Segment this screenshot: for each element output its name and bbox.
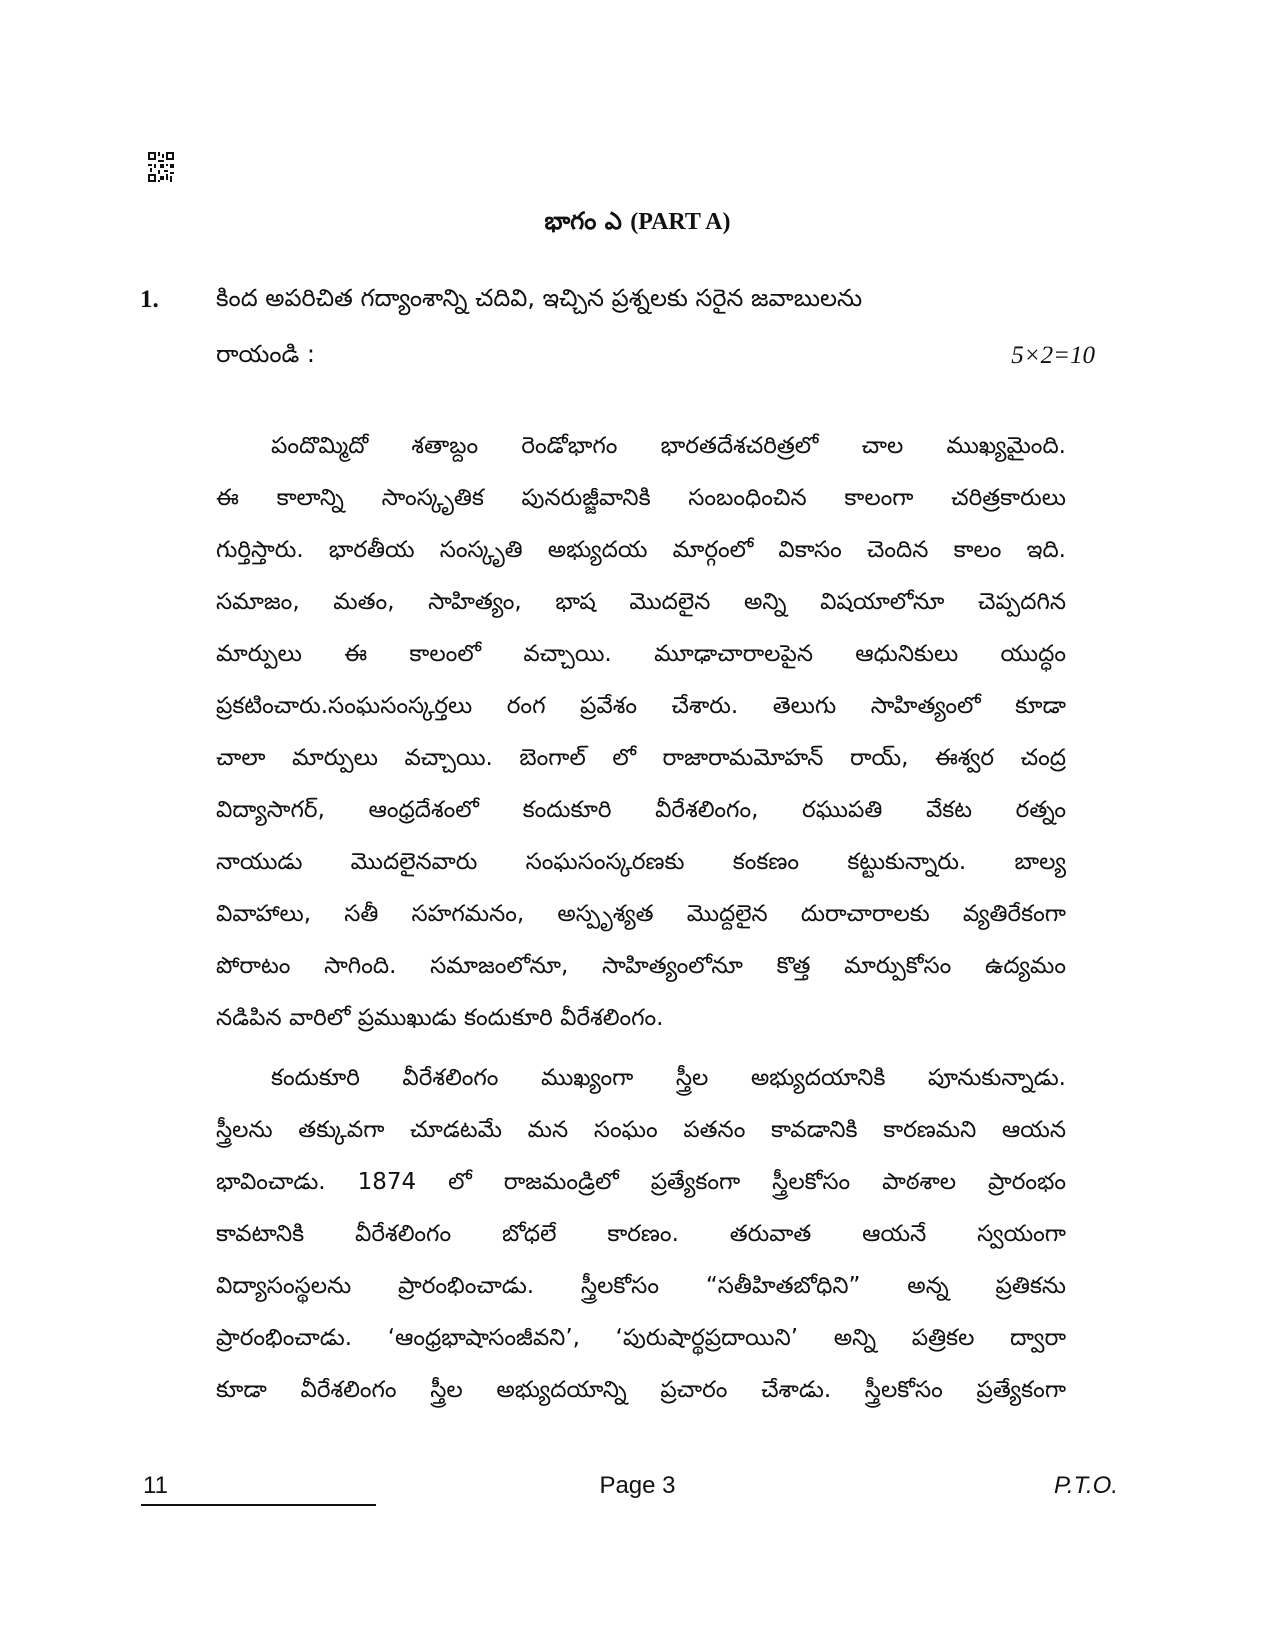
passage-line: కావటానికి వీరేశలింగం బోధలే కారణం. తరువాత ఆయనే స్వయంగా <box>216 1221 1066 1247</box>
footer-rule <box>141 1504 376 1506</box>
qr-code-icon <box>148 152 174 182</box>
passage-line: కందుకూరి వీరేశలింగం ముఖ్యంగా స్త్రీల అభ్యుదయానికి పూనుకున్నాడు. <box>271 1065 1066 1091</box>
passage-line: ప్రకటించారు.సంఘసంస్కర్తలు రంగ ప్రవేశం చేశారు. తెలుగు సాహిత్యంలో కూడా <box>216 693 1066 719</box>
passage-line: పోరాటం సాగింది. సమాజంలోనూ, సాహిత్యంలోనూ కొత్త మార్పుకోసం ఉద్యమం <box>216 953 1066 979</box>
passage-line: గుర్తిస్తారు. భారతీయ సంస్కృతి అభ్యుదయ మార్గంలో వికాసం చెందిన కాలం ఇది. <box>216 537 1066 563</box>
passage-line: విద్యాసాగర్, ఆంధ్రదేశంలో కందుకూరి వీరేశలింగం, రఘుపతి వేకట రత్నం <box>216 797 1066 823</box>
passage-line: ప్రారంభించాడు. ‘ఆంధ్రభాషాసంజీవని’, ‘పురుషార్థప్రదాయిని’ అన్ని పత్రికల ద్వారా <box>216 1325 1066 1351</box>
passage-line: మార్పులు ఈ కాలంలో వచ్చాయి. మూఢాచారాలపైన ఆధునికులు యుద్ధం <box>216 641 1066 667</box>
passage-paragraph-1 <box>216 420 1066 1044</box>
passage-line: భావించాడు. 1874 లో రాజమండ్రిలో ప్రత్యేకంగా స్త్రీలకోసం పాఠశాల ప్రారంభం <box>216 1169 1066 1195</box>
heading-english: (PART A) <box>630 209 731 235</box>
question-marks: 5×2=10 <box>1011 342 1095 369</box>
passage-line: చాలా మార్పులు వచ్చాయి. బెంగాల్ లో రాజారామమోహన్ రాయ్, ఈశ్వర చంద్ర <box>216 745 1066 771</box>
passage-line: విద్యాసంస్థలను ప్రారంభించాడు. స్త్రీలకోసం “సతీహితబోధిని” అన్న ప్రతికను <box>216 1273 1066 1299</box>
passage-line: సమాజం, మతం, సాహిత్యం, భాష మొదలైన అన్ని విషయాలోనూ చెప్పదగిన <box>216 589 1066 615</box>
question-instruction-line-1: కింద అపరిచిత గద్యాంశాన్ని చదివి, ఇచ్చిన ప్రశ్నలకు సరైన జవాబులను <box>216 284 863 312</box>
passage-line: నాయుడు మొదలైనవారు సంఘసంస్కరణకు కంకణం కట్టుకున్నారు. బాల్య <box>216 849 1066 875</box>
passage-line: పందొమ్మిదో శతాబ్దం రెండోభాగం భారతదేశచరిత్రలో చాల ముఖ్యమైంది. <box>271 433 1066 459</box>
section-heading <box>0 206 1275 241</box>
question-instruction-line-2: రాయండి : <box>216 340 315 368</box>
passage-line: కూడా వీరేశలింగం స్త్రీల అభ్యుదయాన్ని ప్రచారం చేశాడు. స్త్రీలకోసం ప్రత్యేకంగా <box>216 1377 1066 1403</box>
heading-telugu: భాగం ఎ <box>544 206 622 235</box>
footer-pto: P.T.O. <box>1053 1472 1118 1499</box>
footer-page-number: Page 3 <box>599 1472 676 1499</box>
footer-code: 11 <box>143 1472 168 1499</box>
passage-line: స్త్రీలను తక్కువగా చూడటమే మన సంఘం పతనం కావడానికి కారణమని ఆయన <box>216 1117 1066 1143</box>
passage-line: నడిపిన వారిలో ప్రముఖుడు కందుకూరి వీరేశలింగం. <box>216 1005 664 1031</box>
passage-paragraph-2 <box>216 1052 1066 1416</box>
passage-line: ఈ కాలాన్ని సాంస్కృతిక పునరుజ్జీవానికి సంబంధించిన కాలంగా చరిత్రకారులు <box>216 485 1066 511</box>
question-number: 1. <box>140 286 159 313</box>
passage-line: వివాహాలు, సతీ సహగమనం, అస్పృశ్యత మొద్దలైన దురాచారాలకు వ్యతిరేకంగా <box>216 901 1066 927</box>
